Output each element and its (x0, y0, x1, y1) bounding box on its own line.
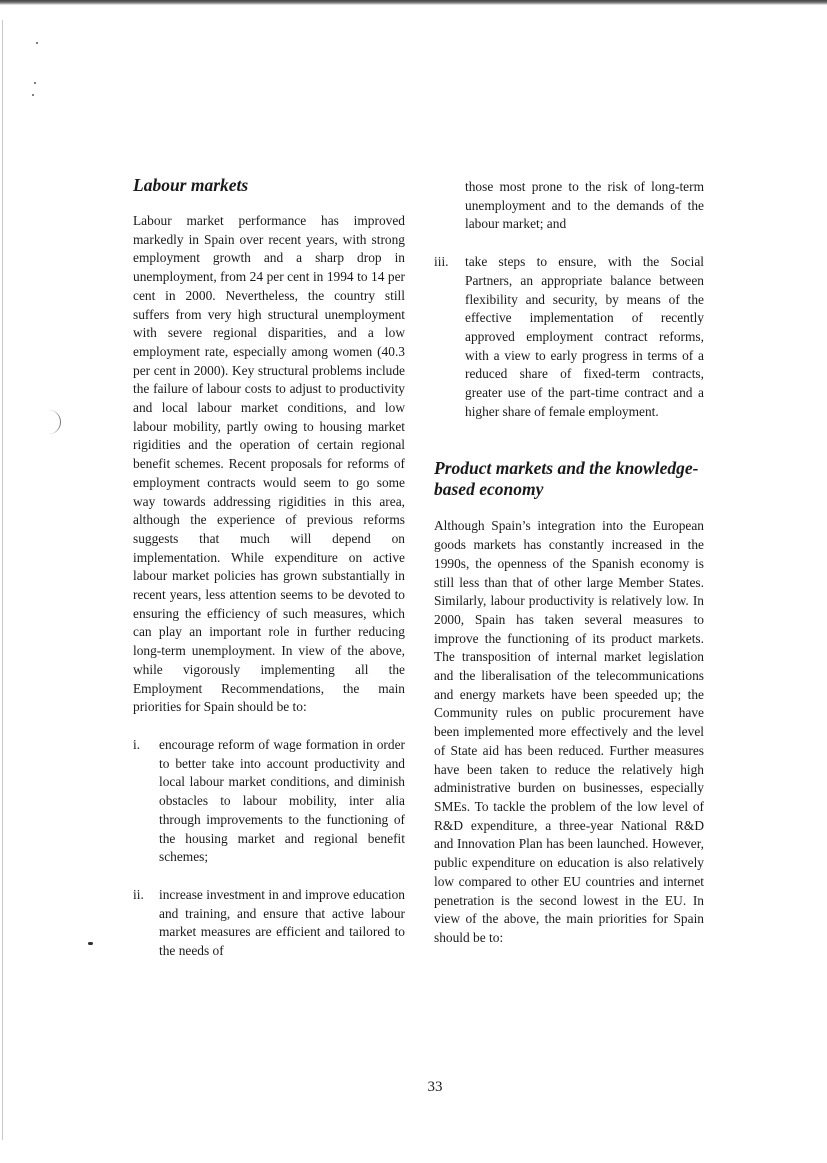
list-text: take steps to ensure, with the Social Partners, an appropriate balance between flexibility and security, by means of the effective implementation of recently approved employment contract reforms, with a view to early progress in terms of a reduced share of fixed-term contracts, greater use of the part-time contract and a higher share of female employment. (465, 254, 704, 419)
scan-left-edge (2, 20, 3, 1140)
list-item-ii (133, 886, 405, 961)
list-number: i. (133, 736, 141, 752)
section-heading-product-markets: Product markets and the knowledge-based economy (434, 458, 699, 500)
section-heading-labour-markets: Labour markets (133, 175, 249, 195)
scan-speck (34, 82, 36, 84)
list-text: increase investment in and improve education and training, and ensure that active labour market measures are efficient and tailored to the needs of (159, 886, 405, 959)
list-item-ii-continuation: those most prone to the risk of long-term unemployment and to the demands of the labour market; and (465, 179, 704, 232)
list-item-iii (434, 253, 704, 421)
scan-top-edge (0, 0, 827, 5)
list-item-i (133, 736, 405, 867)
labour-markets-paragraph: Labour market performance has improved markedly in Spain over recent years, with strong employment growth and a sharp drop in unemployment, from 24 per cent in 1994 to 14 per cent in 2000. Nevertheless, the country still suffers from very high structural unemployment with severe regional disparities, and a low employment rate, especially among women (40.3 per cent in 2000). Key structural problems include the failure of labour costs to adjust to productivity and local labour market conditions, and low labour mobility, partly owing to housing market rigidities and the operation of certain regional benefit schemes. Recent proposals for reforms of employment contracts would seem to go some way towards addressing rigidities in this area, although the experience of previous reforms suggests that much will depend on implementation. While expenditure on active labour market policies has grown substantially in recent years, less attention seems to be devoted to ensuring the efficiency of such measures, which can play an important role in further reducing long-term unemployment. In view of the above, while vigorously implementing all the Employment Recommendations, the main priorities for Spain should be to: (133, 213, 405, 715)
list-number: ii. (133, 886, 144, 902)
scan-speck (36, 42, 38, 44)
page-number: 33 (427, 1079, 443, 1095)
margin-bullet (88, 942, 93, 945)
left-column (133, 172, 405, 961)
product-markets-paragraph: Although Spain’s integration into the European goods markets has constantly increased in the 1990s, the openness of the Spanish economy is still less than that of other large Member States. Similarly, labour productivity is relatively low. In 2000, Spain has taken several measures to improve the functioning of its product markets. The transposition of internal market legislation and the liberalisation of the telecommunications and energy markets have been speeded up; the Community rules on public procurement have been implemented more effectively and the level of State aid has been reduced. Further measures have been taken to reduce the relatively high administrative burden on businesses, especially SMEs. To tackle the problem of the low level of R&D expenditure, a three-year National R&D and Innovation Plan has been launched. However, public expenditure on education is also relatively low compared to other EU countries and internet penetration is the second lowest in the EU. In view of the above, the main priorities for Spain should be to: (434, 518, 704, 945)
right-column (434, 178, 704, 948)
list-number: iii. (434, 254, 449, 270)
margin-mark (48, 410, 61, 434)
list-text: encourage reform of wage formation in order to better take into account productivity and local labour market conditions, and diminish obstacles to labour mobility, inter alia through improvements to the functioning of the housing market and regional benefit schemes; (159, 736, 405, 865)
scan-speck (32, 94, 34, 96)
